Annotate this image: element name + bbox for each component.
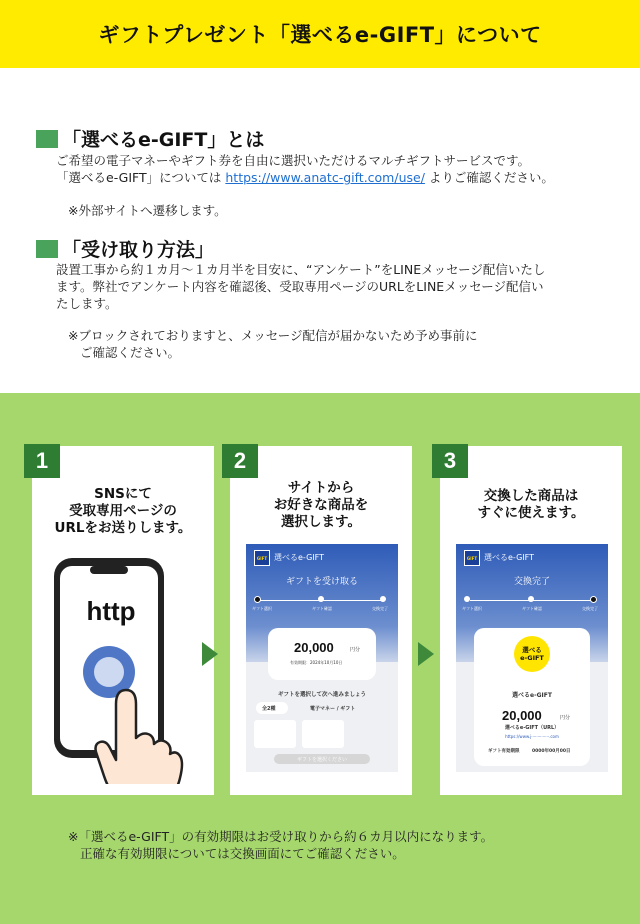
smartphone-icon	[46, 554, 206, 784]
step-caption	[230, 480, 412, 531]
gift-select-screen	[246, 544, 398, 772]
section-how-to-receive-heading	[36, 235, 214, 262]
step-caption-line: サイトから	[287, 480, 355, 496]
section1-line2-prefix: 「選べるe-GIFT」については	[56, 170, 222, 185]
gift-amount: 20,000	[294, 640, 334, 655]
section2-note-line: ※ブロックされておりますと、メッセージ配信が届かないため予め事前に	[68, 328, 478, 343]
step-caption-line: すぐに使えます。	[477, 505, 585, 521]
flow-arrow-icon	[202, 642, 218, 666]
screen-app-name: 選べるe-GIFT	[484, 553, 535, 562]
heading-marker-icon	[36, 240, 58, 258]
egift-logo-icon: GIFT	[254, 550, 270, 566]
gift-name: 選べるe-GIFT	[512, 692, 552, 699]
step-number: 3	[432, 444, 468, 478]
step-card-3	[440, 446, 622, 795]
section-heading-text: 「選べるe-GIFT」とは	[62, 129, 265, 151]
external-note: ※外部サイトへ遷移します。	[68, 203, 227, 218]
step-caption-line: SNSにて	[94, 486, 152, 502]
gift-option-card[interactable]	[254, 720, 296, 748]
step-number: 2	[222, 444, 258, 478]
tab-all[interactable]	[256, 702, 288, 714]
section2-body	[56, 261, 545, 312]
gift-option-card[interactable]	[302, 720, 344, 748]
egift-badge-icon	[514, 636, 550, 672]
step-dot	[380, 596, 386, 602]
section2-body-line: 設置工事から約１カ月〜１カ月半を目安に、“アンケート”をLINEメッセージ配信いたし	[56, 262, 546, 277]
page-title: ギフトプレゼント「選べるe-GIFT」について	[98, 23, 542, 47]
section2-note	[68, 327, 477, 361]
progress-steps	[464, 596, 598, 610]
step-dot-active	[254, 596, 261, 603]
page-header	[0, 0, 640, 68]
section1-line2-suffix: よりご確認ください。	[428, 170, 554, 185]
step-caption-line: 交換した商品は	[483, 488, 579, 504]
screen-title: 交換完了	[513, 577, 550, 587]
gift-url-label: 選べるe-GIFT（URL）	[504, 725, 560, 731]
gift-ticket	[268, 628, 376, 680]
section2-body-line: ます。弊社でアンケート内容を確認後、受取専用ページのURLをLINEメッセージ配信い	[56, 279, 544, 294]
step-number: 1	[24, 444, 60, 478]
section-heading-text: 「受け取り方法」	[62, 239, 215, 261]
step-card-1	[32, 446, 214, 795]
step-caption	[440, 488, 622, 522]
gift-expiry: 有効期限：2024年10月10日	[290, 660, 343, 665]
section-what-is-heading	[36, 125, 264, 152]
flow-arrow-icon	[418, 642, 434, 666]
gift-expiry-label: ギフト有効期限	[488, 749, 520, 754]
step-label: ギフト確認	[522, 606, 542, 611]
step-dot	[318, 596, 324, 602]
expiry-note-line: ※「選べるe-GIFT」の有効期限はお受け取りから約６カ月以内になります。	[68, 829, 494, 844]
step-caption-line: 選択します。	[281, 514, 361, 530]
section2-body-line: たします。	[56, 296, 118, 311]
screen-title: ギフトを受け取る	[285, 577, 358, 587]
badge-line: 選べる	[522, 646, 542, 654]
step-dot	[464, 596, 470, 602]
http-label: http	[86, 596, 136, 626]
section1-line1: ご希望の電子マネーやギフト券を自由に選択いただけるマルチギフトサービスです。	[56, 153, 531, 168]
step-caption-line: URLをお送りします。	[54, 520, 192, 536]
select-gift-button[interactable]	[274, 754, 370, 764]
step-label: 交換完了	[582, 606, 598, 611]
step-caption	[32, 486, 214, 537]
gift-amount: 20,000	[502, 708, 542, 723]
gift-unit: 円分	[350, 647, 361, 653]
step-caption-line: お好きな商品を	[273, 497, 369, 513]
gift-result-card	[474, 628, 590, 766]
section2-note-line: ご確認ください。	[80, 345, 181, 360]
step-caption-line: 受取専用ページの	[69, 503, 177, 519]
progress-steps	[254, 596, 388, 610]
badge-line: e-GIFT	[520, 654, 544, 662]
egift-logo-icon: GIFT	[464, 550, 480, 566]
gift-unit: 円分	[560, 715, 571, 721]
tab-all-label: 全2種	[262, 706, 276, 712]
heading-marker-icon	[36, 130, 58, 148]
step-dot-active	[590, 596, 597, 603]
step-label: ギフト選択	[462, 606, 482, 611]
gift-expiry-value: 0000年00月00日	[532, 749, 571, 754]
select-gift-button-label: ギフトを選択ください	[296, 757, 347, 763]
external-site-link[interactable]: https://www.anatc-gift.com/use/	[225, 170, 425, 185]
select-prompt: ギフトを選択して次へ進みましょう	[277, 692, 366, 698]
expiry-note-line: 正確な有効期限については交換画面にてご確認ください。	[80, 846, 405, 861]
step-dot	[528, 596, 534, 602]
exchange-complete-screen	[456, 544, 608, 772]
step-label: ギフト選択	[252, 606, 272, 611]
gift-url-link[interactable]: https://www.j··············.com	[505, 734, 559, 739]
step-label: ギフト確認	[312, 606, 332, 611]
step-card-2	[230, 446, 412, 795]
section1-line2	[56, 169, 554, 186]
tab-category[interactable]: 電子マネー / ギフト	[310, 706, 356, 712]
step-label: 交換完了	[372, 606, 388, 611]
expiry-note	[68, 828, 493, 862]
screen-app-name: 選べるe-GIFT	[274, 553, 325, 562]
